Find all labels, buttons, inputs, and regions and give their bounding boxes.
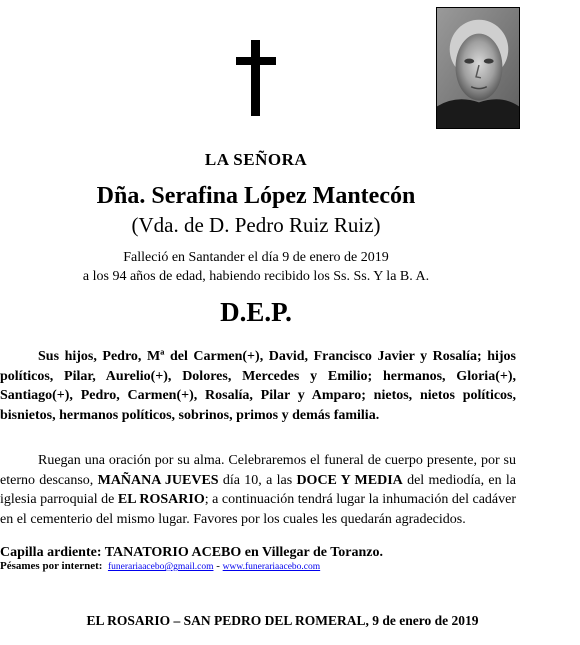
dep-heading: D.E.P. (220, 297, 292, 327)
link-separator: - (213, 560, 223, 572)
deceased-name: Dña. Serafina López Mantecón (96, 183, 416, 209)
condolences-label: Pésames por internet: (0, 560, 103, 572)
website-link[interactable]: www.funerariaacebo.com (222, 562, 321, 572)
email-link[interactable]: funerariaacebo@gmail.com (107, 562, 214, 572)
cross-icon (236, 40, 276, 116)
family-paragraph: Sus hijos, Pedro, Mª del Carmen(+), David, Francisco Javier y Rosalía; hijos políticos, Pilar, Aurelio(+), Dolores, Mercedes y Emilio; hermanos, Gloria(+), Santiago(+), Pedro, Carmen(+), Rosalía, Pilar y Amparo; nietos, nietos políticos, bisnietos, hermanos políticos, sobrinos, primos y demás familia. (0, 349, 516, 423)
portrait-photo (436, 7, 520, 129)
condolences-line (0, 560, 320, 572)
widow-of: (Vda. de D. Pedro Ruiz Ruiz) (131, 213, 381, 237)
salutation: LA SEÑORA (204, 150, 308, 169)
footer-place-date: EL ROSARIO – SAN PEDRO DEL ROMERAL, 9 de enero de 2019 (86, 613, 479, 628)
death-line-1: Falleció en Santander el día 9 de enero de 2019 (123, 250, 389, 265)
death-line-2: a los 94 años de edad, habiendo recibido los Ss. Ss. Y la B. A. (82, 269, 430, 284)
chapel-line: Capilla ardiente: TANATORIO ACEBO en Villegar de Toranzo. (0, 545, 383, 560)
prayer-paragraph: Ruegan una oración por su alma. Celebraremos el funeral de cuerpo presente, por su eterno descanso, MAÑANA JUEVES día 10, a las DOCE Y MEDIA del mediodía, en la iglesia parroquial de EL ROSARIO; a continuación tendrá lugar la inhumación del cadáver en el cementerio del mismo lugar. Favores por los cuales les quedarán agradecidos. (0, 453, 517, 527)
